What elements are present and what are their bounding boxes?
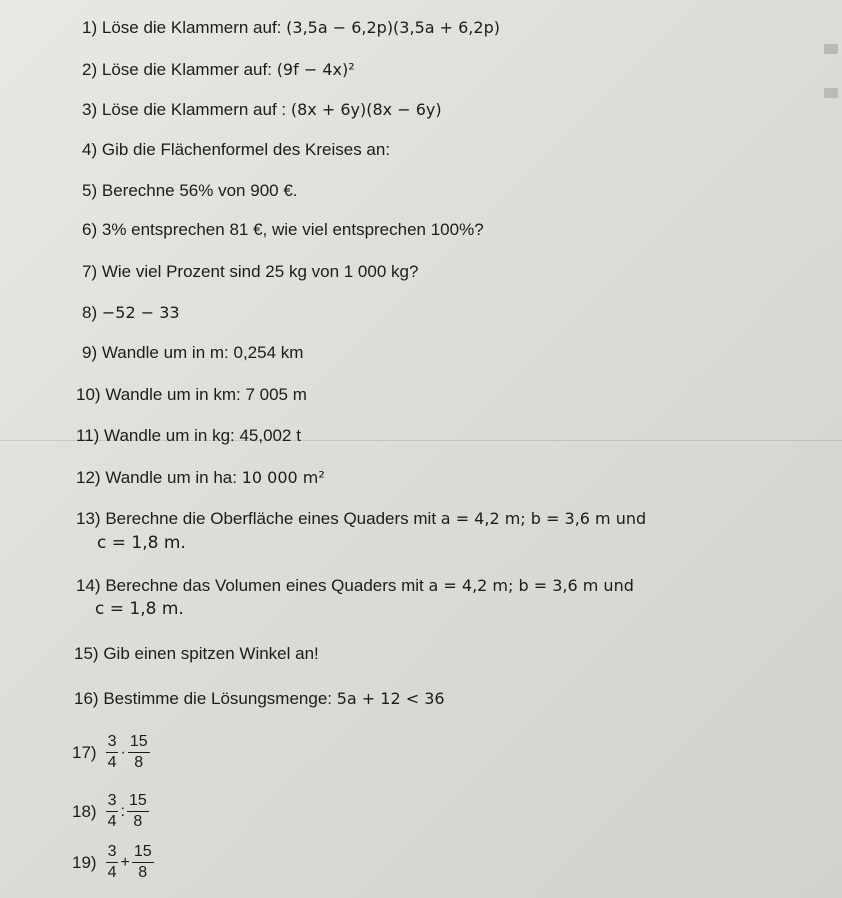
fraction: [127, 792, 149, 831]
task-text: Löse die Klammern auf :: [101, 100, 287, 119]
task-number: 13): [76, 509, 101, 528]
task-14-continuation: c = 1,8 m.: [95, 599, 184, 619]
task-3: [82, 99, 442, 121]
task-expression: (8x + 6y)(8x − 6y): [290, 100, 442, 119]
task-2: [82, 59, 355, 81]
task-19: [72, 843, 155, 882]
operator: +: [120, 853, 130, 871]
task-number: 5): [82, 181, 98, 200]
task-13: [76, 508, 646, 530]
task-text: Gib einen spitzen Winkel an!: [103, 644, 319, 663]
task-text: Löse die Klammern auf:: [101, 18, 282, 37]
task-number: 2): [82, 60, 98, 79]
task-text: 3% entsprechen 81 €, wie viel entsprechen 100%?: [101, 220, 484, 239]
task-number: 15): [74, 644, 99, 663]
task-text: Bestimme die Lösungsmenge:: [103, 689, 332, 708]
task-expression: 5a + 12 < 36: [336, 689, 445, 708]
fraction: [106, 733, 119, 772]
task-expression: a = 4,2 m; b = 3,6 m und: [440, 509, 647, 528]
task-expression: (3,5a − 6,2p)(3,5a + 6,2p): [286, 18, 500, 37]
operator: ·: [120, 743, 126, 761]
numerator: 15: [128, 733, 150, 753]
fraction: [132, 843, 154, 882]
task-13-continuation: c = 1,8 m.: [97, 533, 186, 553]
task-15: [74, 643, 319, 665]
task-10: [76, 384, 307, 406]
task-number: 3): [82, 100, 98, 119]
task-8: [82, 302, 180, 324]
task-9: [82, 342, 303, 364]
numerator: 3: [106, 792, 119, 812]
task-text: Löse die Klammer auf:: [101, 60, 272, 79]
task-number: 11): [76, 426, 100, 445]
task-number: 9): [82, 343, 98, 362]
task-text: Wandle um in km: 7 005 m: [105, 385, 307, 404]
task-5: [82, 180, 298, 202]
task-number: 18): [72, 801, 97, 821]
denominator: 4: [107, 813, 117, 830]
task-number: 16): [74, 689, 99, 708]
task-expression: 10 000 m²: [241, 468, 325, 487]
task-12: [76, 467, 325, 489]
denominator: 8: [134, 754, 144, 771]
task-number: 14): [76, 576, 101, 595]
task-number: 1): [82, 18, 98, 37]
task-number: 6): [82, 220, 98, 239]
task-number: 10): [76, 385, 101, 404]
fraction: [106, 843, 119, 882]
denominator: 8: [133, 813, 143, 830]
task-4: [82, 139, 390, 161]
task-text: Gib die Flächenformel des Kreises an:: [101, 140, 391, 159]
denominator: 8: [138, 864, 148, 881]
task-number: 19): [72, 852, 97, 872]
task-text: Berechne 56% von 900 €.: [101, 181, 298, 200]
task-text: Wandle um in ha:: [105, 468, 237, 487]
task-number: 17): [72, 742, 97, 762]
task-number: 12): [76, 468, 101, 487]
task-text: Wandle um in kg: 45,002 t: [104, 426, 301, 445]
task-11: [76, 425, 301, 447]
numerator: 3: [106, 733, 119, 753]
numerator: 15: [132, 843, 154, 863]
task-6: [82, 219, 484, 241]
denominator: 4: [107, 864, 117, 881]
task-expression: (9f − 4x)²: [276, 60, 355, 79]
task-7: [82, 261, 418, 283]
paper-edge-mark: [824, 44, 838, 54]
task-16: [74, 688, 445, 710]
task-number: 4): [82, 140, 98, 159]
numerator: 15: [127, 792, 149, 812]
operator: :: [120, 802, 125, 820]
task-1: [82, 17, 500, 39]
task-number: 8): [82, 303, 98, 322]
task-text: Wie viel Prozent sind 25 kg von 1 000 kg?: [101, 262, 419, 281]
denominator: 4: [107, 754, 117, 771]
numerator: 3: [106, 843, 119, 863]
fraction: [128, 733, 150, 772]
task-expression: −52 − 33: [101, 303, 180, 322]
task-14: [76, 575, 634, 597]
task-text: Wandle um in m: 0,254 km: [101, 343, 304, 362]
task-17: [72, 733, 151, 772]
task-18: [72, 792, 150, 831]
task-expression: a = 4,2 m; b = 3,6 m und: [428, 576, 634, 595]
task-text: Berechne das Volumen eines Quaders mit: [105, 576, 424, 595]
task-number: 7): [82, 262, 98, 281]
fraction: [106, 792, 119, 831]
paper-edge-mark: [824, 88, 838, 98]
task-text: Berechne die Oberfläche eines Quaders mit: [105, 509, 437, 528]
